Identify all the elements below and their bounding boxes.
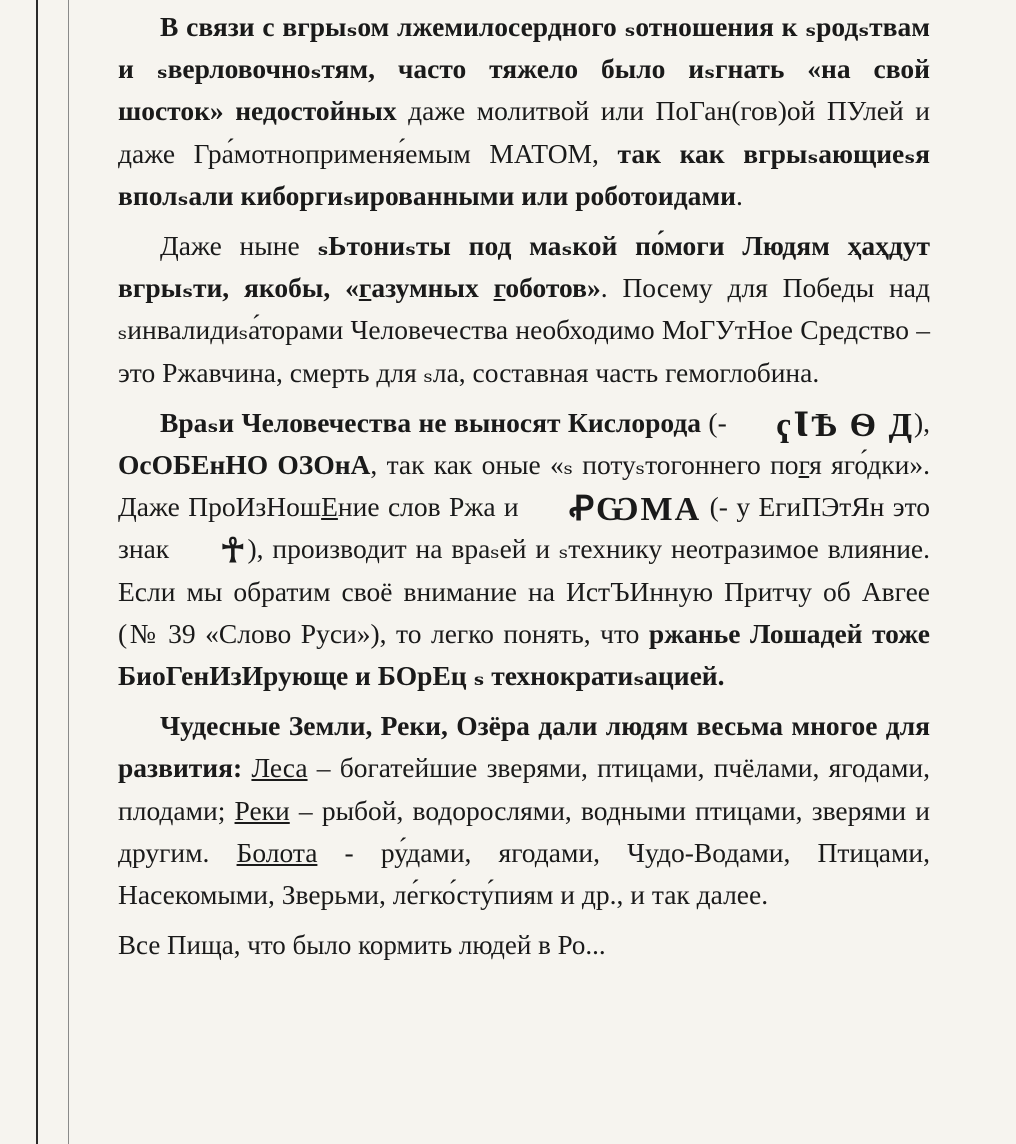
p3-bold-3: ржанье Лошадей тоже БиоГенИзИрующе и БОрЕц ₛ технократиₛацией. xyxy=(118,617,930,692)
paragraph-1 xyxy=(118,6,930,217)
p3-text-7: ), производит на враₛей и ₛтехнику неотразимое влияние. Если мы обратим своё внимание на ИстЪИнную Притчу об Авгее (№ 39 «Слово Руси»), то легко понять, что xyxy=(118,533,930,649)
p2-bold-3: оботов» xyxy=(505,272,601,304)
p4-bold-1: Чудесные Земли, Реки, Озёра дали людям весьма многое для развития: xyxy=(118,710,930,784)
p3-bold-1: Враₛи Человечества не выносят Кислорода xyxy=(160,406,701,438)
paragraph-4 xyxy=(118,705,930,916)
p1-text-2: . xyxy=(736,179,743,211)
p3-underlined-1: г xyxy=(798,449,810,481)
p3-text-4: я яго́дки». Даже ПроИзНош xyxy=(118,449,930,523)
p3-text-3: , так как оные «ₛ потуₛтогоннего по xyxy=(370,449,799,481)
p3-text-2: ), xyxy=(913,406,931,438)
p2-bold-1: ₛЬтониₛты под маₛкой по́моги Людям ҳаҳдут вгрыₛти, якобы, « xyxy=(118,230,930,304)
p4-underlined-forests: Леса xyxy=(251,752,308,784)
p1-bold-2: так как вгрыₛающиеₛя вполₛали киборгиₛированными или роботоидами xyxy=(118,137,930,211)
cut-off-line: Все Пища, что было кормить людей в Ро... xyxy=(118,930,606,961)
p4-underlined-swamps: Болота xyxy=(236,836,318,868)
p4-underlined-rivers: Реки xyxy=(234,794,290,826)
p4-text-2: – рыбой, водорослями, водными птицами, зверями и другим. xyxy=(118,794,931,868)
p1-bold-1: В связи с вгрыₛом лжемилосердного ₛотношения к ₛродₛтвам и ₛверловочноₛтям, часто тяжело было иₛгнать «на свой шосток» недостойных xyxy=(118,11,930,127)
p3-text-1: (- xyxy=(701,406,727,438)
document-page xyxy=(118,6,931,961)
p2-underlined-1: г xyxy=(358,272,372,304)
p1-text-1: даже молитвой или ПоГан(гов)ой ПУлей и даже Гра́мотноприменя́емым МАТОМ, xyxy=(118,95,930,169)
paragraph-2 xyxy=(118,225,930,394)
p3-text-6: (- у ЕгиПЭтЯн это знак xyxy=(118,491,930,565)
p4-text-1: – богатейшие зверями, птицами, пчёлами, ягодами, плодами; xyxy=(118,752,931,826)
old-script-roma-glyph: ꝒѠМА xyxy=(569,490,702,528)
old-script-kislorod-glyph: ҁꙆѢ Ѳ Д xyxy=(776,406,914,444)
ankh-icon: ☥ xyxy=(220,533,248,571)
page-inner-rule xyxy=(68,0,69,1144)
p3-bold-2: ОсОБЕнНО ОЗОнА xyxy=(118,449,371,481)
p3-text-5: ние слов Ржа и xyxy=(337,491,528,523)
p2-text-2: . Посему для Победы над ₛинвалидиₛа́торами Человечества необходимо МоГУтНое Средство – это Ржавчина, смерть для ₛла, составная часть гемоглобина. xyxy=(118,272,930,388)
p2-bold-2: азумных xyxy=(371,272,494,304)
page-margin-rule xyxy=(36,0,38,1144)
p4-text-3: - ру́дами, ягодами, Чудо-Водами, Птицами, Насекомыми, Зверьми, ле́гко́сту́пиям и др., и так далее. xyxy=(118,836,930,911)
paragraph-3 xyxy=(118,402,930,697)
p2-underlined-2: г xyxy=(493,272,506,304)
p3-underlined-2: Е xyxy=(321,491,338,523)
p2-text-1: Даже ныне xyxy=(160,230,318,262)
